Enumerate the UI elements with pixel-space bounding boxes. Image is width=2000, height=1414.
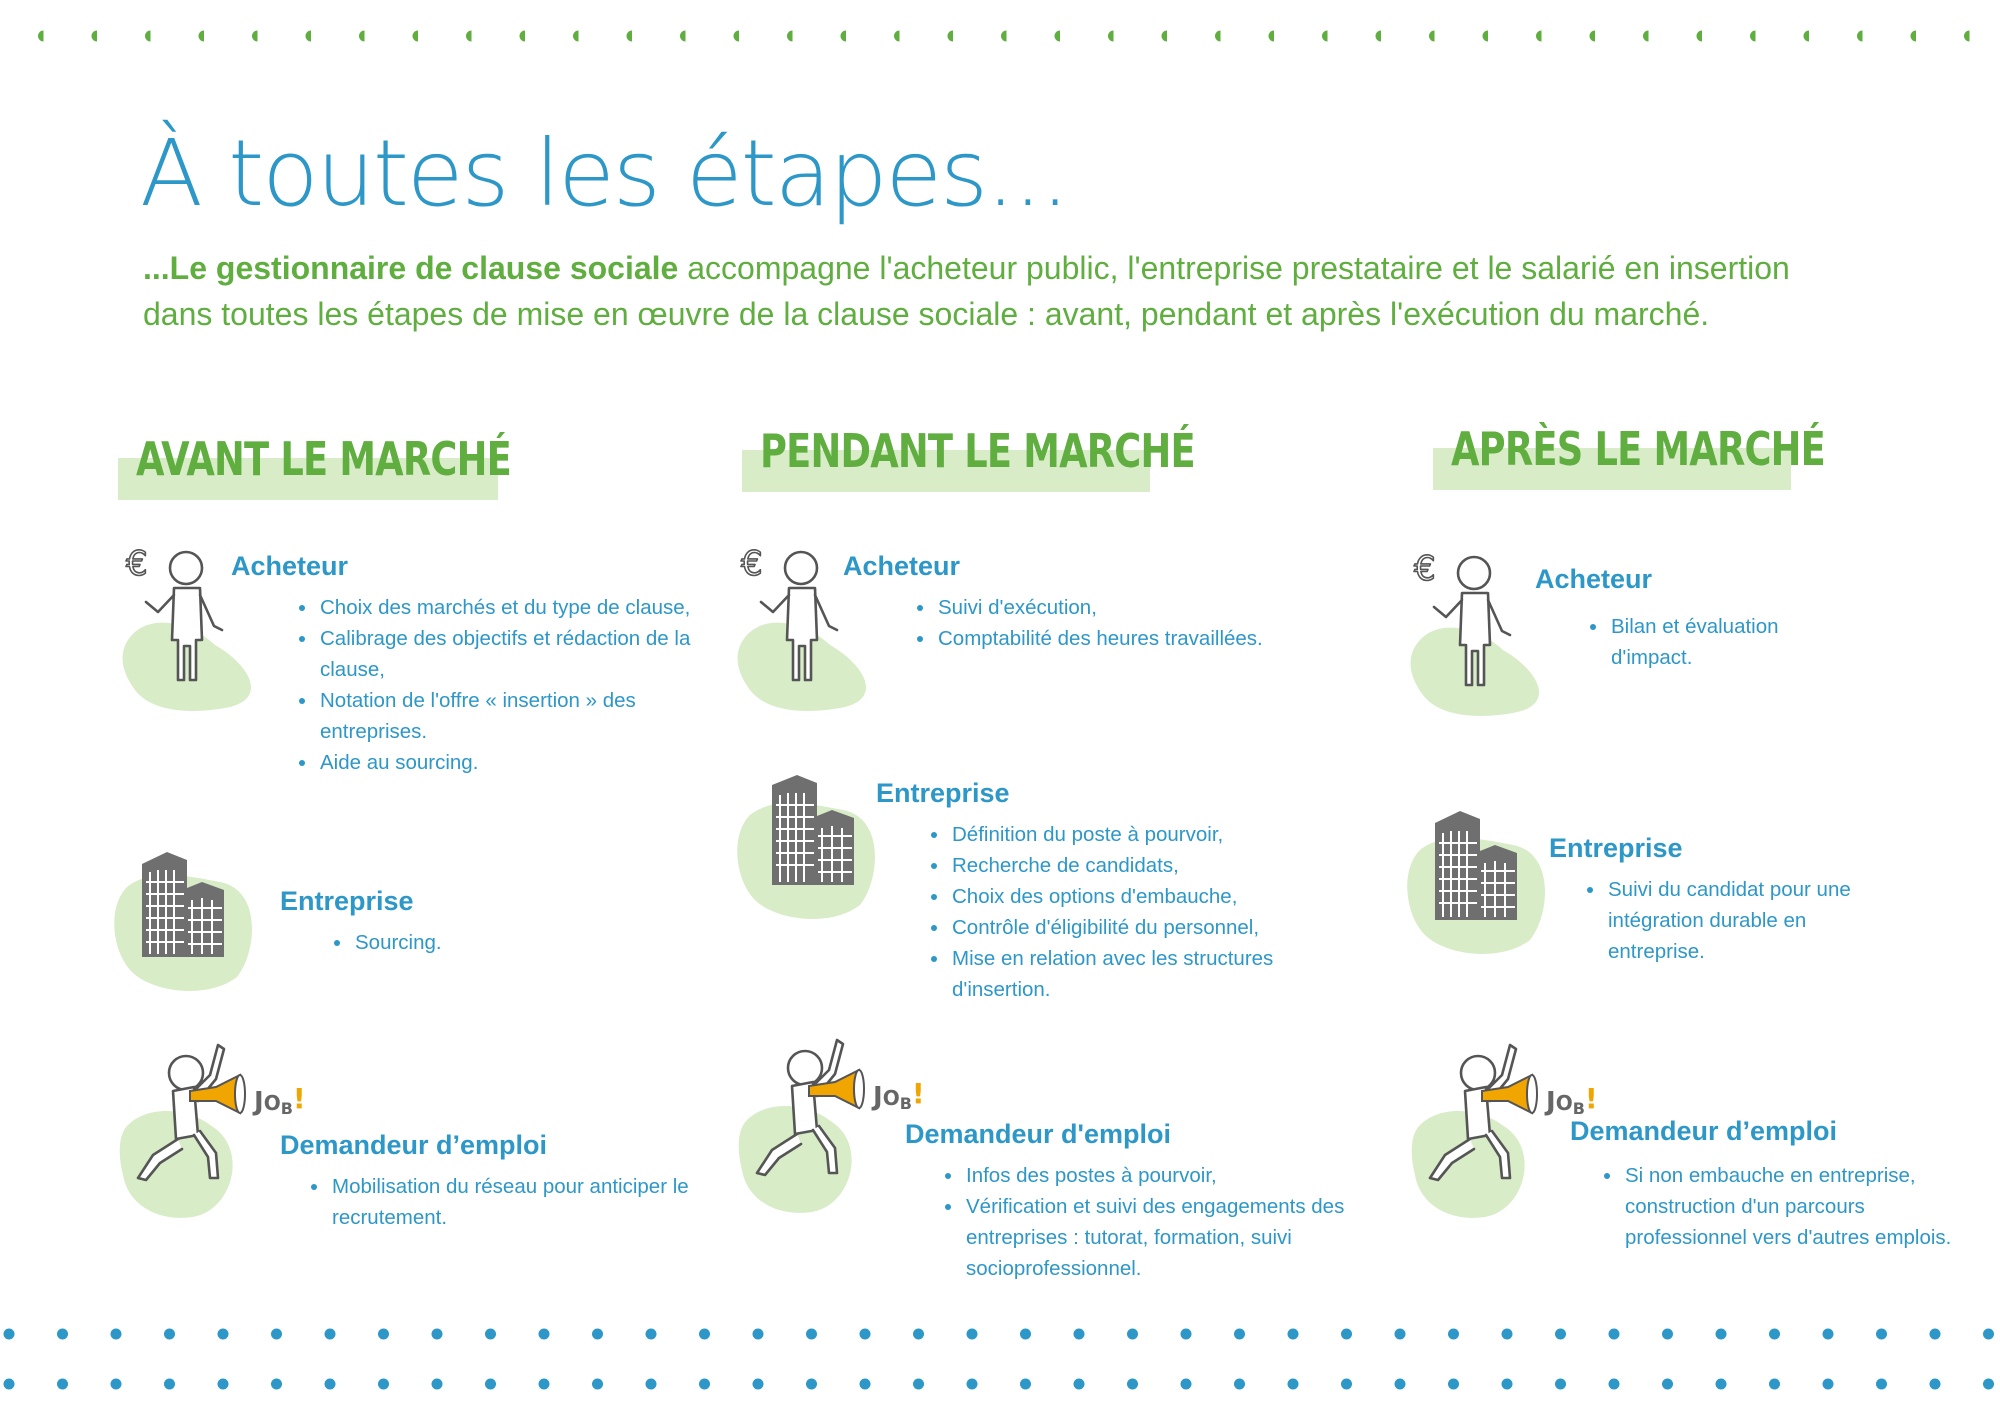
list-item: • Bilan et évaluation d'impact. — [1609, 611, 1849, 673]
list-item: • Aide au sourcing. — [318, 747, 743, 778]
list-item: • Calibrage des objectifs et rédaction de la clause, — [318, 623, 743, 685]
svg-text:JOB!: JOB! — [254, 1082, 306, 1118]
svg-text:JOB!: JOB! — [873, 1077, 925, 1113]
list-item: • Notation de l'offre « insertion » des entreprises. — [318, 685, 743, 747]
list-item: • Suivi d'exécution, — [936, 592, 1386, 623]
intro-bold: ...Le gestionnaire de clause sociale — [143, 250, 679, 286]
list-acheteur-1 — [292, 592, 743, 778]
bottom-dotted-border-1 — [0, 1324, 2000, 1344]
role-entreprise-2: Entreprise — [876, 778, 1010, 808]
role-entreprise-3: Entreprise — [1549, 833, 1683, 863]
svg-text:€: € — [741, 544, 763, 584]
svg-text:€: € — [1414, 549, 1436, 589]
megaphone-job-icon — [118, 1035, 328, 1220]
svg-text:JOB!: JOB! — [1546, 1082, 1598, 1118]
list-acheteur-2 — [910, 592, 1386, 654]
list-item: • Comptabilité des heures travaillées. — [936, 623, 1386, 654]
list-entreprise-2 — [924, 819, 1370, 1005]
list-item: • Suivi du candidat pour une intégration durable en entreprise. — [1606, 874, 1896, 967]
list-item: • Mobilisation du réseau pour anticiper le recrutement. — [330, 1171, 690, 1233]
list-item: • Mise en relation avec les structures d'insertion. — [950, 943, 1370, 1005]
buildings-icon — [1405, 805, 1555, 960]
list-item: • Si non embauche en entreprise, construction d'un parcours professionnel vers d'autres emplois. — [1623, 1160, 1953, 1253]
role-entreprise-1: Entreprise — [280, 886, 414, 916]
list-demandeur-2 — [938, 1160, 1404, 1284]
list-acheteur-3 — [1583, 611, 1849, 673]
list-item: • Infos des postes à pourvoir, — [964, 1160, 1404, 1191]
top-dotted-border — [0, 26, 2000, 46]
role-demandeur-2: Demandeur d'emploi — [905, 1119, 1171, 1149]
list-item: • Sourcing. — [353, 927, 653, 958]
role-demandeur-1: Demandeur d’emploi — [280, 1130, 548, 1160]
intro-paragraph — [143, 245, 1823, 337]
list-item: • Contrôle d'éligibilité du personnel, — [950, 912, 1370, 943]
list-item: • Choix des options d'embauche, — [950, 881, 1370, 912]
svg-text:€: € — [126, 544, 148, 584]
buildings-icon — [112, 842, 262, 997]
list-item: • Définition du poste à pourvoir, — [950, 819, 1370, 850]
list-entreprise-1 — [327, 927, 653, 958]
role-acheteur-2: Acheteur — [843, 551, 961, 581]
page-title: À toutes les étapes... — [140, 120, 1068, 227]
role-acheteur-1: Acheteur — [231, 551, 349, 581]
list-entreprise-3 — [1580, 874, 1896, 967]
bottom-dotted-border-2 — [0, 1374, 2000, 1394]
buildings-icon — [735, 770, 885, 925]
list-item: • Choix des marchés et du type de clause, — [318, 592, 743, 623]
list-item: • Recherche de candidats, — [950, 850, 1370, 881]
role-demandeur-3: Demandeur d’emploi — [1570, 1116, 1838, 1146]
intro-rest: accompagne l'acheteur public, l'entreprise prestataire et le salarié en insertion dans toutes les étapes de mise en œuvre de la clause sociale : avant, pendant et après l'exécution du marché. — [143, 250, 1790, 332]
list-item: • Vérification et suivi des engagements des entreprises : tutorat, formation, suivi socioprofessionnel. — [964, 1191, 1404, 1284]
list-demandeur-3 — [1597, 1160, 1953, 1253]
list-demandeur-1 — [304, 1171, 690, 1233]
role-acheteur-3: Acheteur — [1535, 564, 1653, 594]
